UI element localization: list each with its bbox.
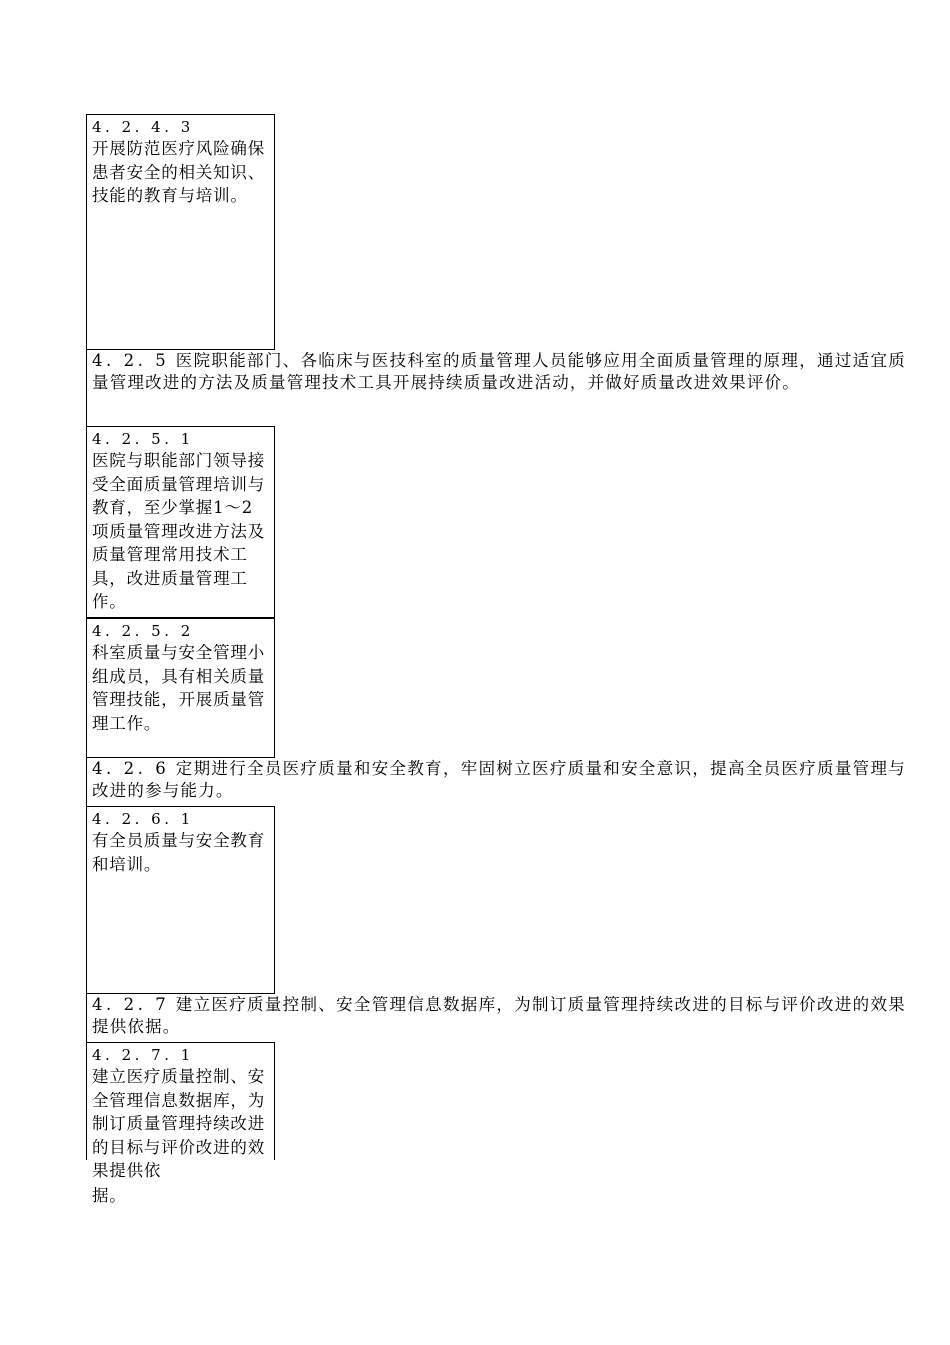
item-text: 建立医疗质量控制、安全管理信息数据库，为制订质量管理持续改进的目标与评价改进的效果提供依 bbox=[92, 1067, 265, 1180]
item-number: 4. 2. 5. 2 bbox=[92, 622, 194, 640]
item-box-4-2-4-3 bbox=[86, 114, 275, 350]
item-box-4-2-6-1 bbox=[86, 806, 275, 994]
item-text-continuation: 据。 bbox=[92, 1186, 127, 1205]
item-box-4-2-5-2 bbox=[86, 618, 275, 758]
item-number: 4. 2. 5. 1 bbox=[92, 430, 194, 448]
item-text: 科室质量与安全管理小组成员，具有相关质量管理技能，开展质量管理工作。 bbox=[92, 643, 265, 733]
item-row-4-2-7 bbox=[86, 994, 906, 1042]
item-number: 4. 2. 6 bbox=[92, 759, 170, 778]
item-text: 有全员质量与安全教育和培训。 bbox=[92, 831, 265, 874]
item-number: 4. 2. 7. 1 bbox=[92, 1046, 194, 1064]
item-number: 4. 2. 6. 1 bbox=[92, 810, 194, 828]
item-text: 医院与职能部门领导接受全面质量管理培训与教育，至少掌握1～2 项质量管理改进方法及质量管理常用技术工具，改进质量管理工作。 bbox=[92, 451, 265, 611]
item-row-4-2-5 bbox=[86, 350, 906, 426]
item-box-4-2-5-1 bbox=[86, 426, 275, 618]
item-text: 医院职能部门、各临床与医技科室的质量管理人员能够应用全面质量管理的原理，通过适宜质量管理改进的方法及质量管理技术工具开展持续质量改进活动，并做好质量改进效果评价。 bbox=[92, 351, 906, 392]
item-number: 4. 2. 5 bbox=[92, 351, 170, 370]
item-text: 建立医疗质量控制、安全管理信息数据库，为制订质量管理持续改进的目标与评价改进的效果提供依据。 bbox=[92, 995, 906, 1036]
item-number: 4. 2. 7 bbox=[92, 995, 170, 1014]
item-number: 4. 2. 4. 3 bbox=[92, 118, 194, 136]
item-row-4-2-6 bbox=[86, 758, 906, 806]
item-text: 定期进行全员医疗质量和安全教育，牢固树立医疗质量和安全意识，提高全员医疗质量管理与改进的参与能力。 bbox=[92, 759, 906, 800]
item-text: 开展防范医疗风险确保患者安全的相关知识、技能的教育与培训。 bbox=[92, 139, 265, 205]
item-box-4-2-7-1 bbox=[86, 1042, 275, 1180]
